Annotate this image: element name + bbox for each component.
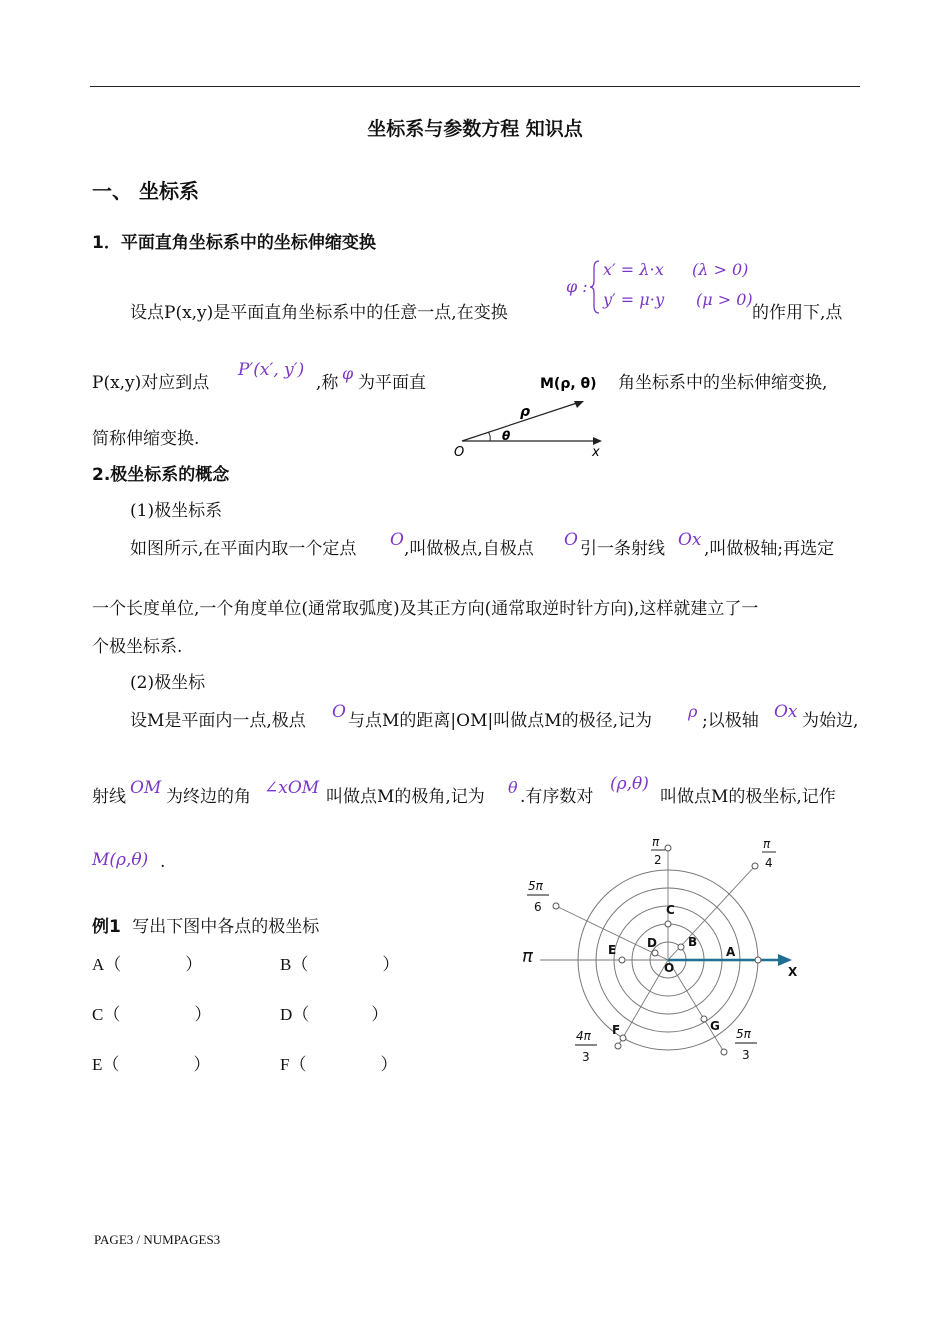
polar-rays (540, 848, 755, 1052)
symbol-o: O (564, 530, 578, 550)
paragraph-label: (2)极坐标 (130, 673, 206, 693)
polar-grid-figure (510, 828, 810, 1074)
angle-label-pi-over-4-num: π (763, 837, 771, 851)
left-brace-icon (590, 260, 600, 314)
subsection-heading-polar-concept: 2.极坐标系的概念 (92, 465, 230, 485)
section-heading-coordinate-system: 一、 坐标系 (92, 179, 199, 203)
angle-label-5pi-over-3-den: 3 (742, 1048, 750, 1062)
point-p-prime: P′(x′, y′) (238, 360, 305, 380)
point-c-label: C (666, 903, 675, 917)
angle-label-5pi-over-3-num: 5π (736, 1027, 751, 1041)
paragraph-line: 一个长度单位,一个角度单位(通常取弧度)及其正方向(通常取逆时针方向),这样就建立了一 (92, 599, 759, 619)
ray-4pi-over-3 (618, 960, 668, 1046)
ray-end-marker (752, 863, 758, 869)
example-heading (92, 912, 319, 937)
transform-row-2: y′ = μ⋅y (603, 290, 665, 309)
angle-label-pi: π (522, 946, 533, 967)
point-a-marker (755, 957, 761, 963)
period: . (160, 852, 166, 872)
paragraph-line: ;以极轴 (702, 711, 759, 731)
paragraph-line: 的作用下,点 (752, 303, 843, 323)
point-g-label: G (710, 1019, 720, 1033)
answer-item-f: F（ ） (280, 1055, 398, 1074)
angle-label-5pi-over-6-den: 6 (534, 900, 542, 914)
point-d-marker (652, 950, 658, 956)
phi-symbol: φ (342, 364, 354, 383)
symbol-ox: Ox (774, 702, 798, 722)
point-e-label: E (608, 943, 617, 957)
transform-row-1-cond: (λ > 0) (692, 260, 749, 279)
answer-item-c: C（ ） (92, 1005, 212, 1024)
page-title: 坐标系与参数方程 知识点 (367, 118, 583, 140)
paragraph-line: 为终边的角 (166, 787, 251, 807)
paragraph-label: (1)极坐标系 (130, 501, 223, 521)
paragraph-line: ,称 (316, 373, 339, 393)
paragraph-line: 与点M的距离|OM|叫做点M的极径,记为 (348, 711, 653, 731)
symbol-ox: Ox (678, 530, 702, 550)
paragraph-line: 射线 (92, 787, 126, 807)
point-g-marker (701, 1016, 707, 1022)
paragraph-line: .有序数对 (520, 787, 594, 807)
subsection-heading-stretch-transform: 1．平面直角坐标系中的坐标伸缩变换 (92, 233, 376, 253)
ray-5pi-over-3 (668, 960, 724, 1052)
paragraph-line: 如图所示,在平面内取一个定点 (130, 539, 357, 559)
symbol-o: O (390, 530, 404, 550)
example-text: 写出下图中各点的极坐标 (132, 917, 320, 937)
page-footer: PAGE3 / NUMPAGES3 (94, 1232, 221, 1247)
point-d-label: D (647, 936, 657, 950)
angle-label-pi-over-4-den: 4 (765, 856, 773, 870)
transform-phi: φ : (566, 277, 588, 296)
example-label: 例1 (92, 917, 121, 937)
figure-label-o: O (454, 445, 465, 460)
paragraph-line: 为平面直 (358, 373, 426, 393)
paragraph-line: 角坐标系中的坐标伸缩变换, (618, 373, 828, 393)
symbol-angle-xom: ∠xOM (264, 778, 320, 798)
point-b-marker (678, 944, 684, 950)
origin-label: O (664, 961, 675, 975)
transform-system (566, 258, 752, 316)
paragraph-line: 叫做点M的极坐标,记作 (660, 787, 836, 807)
paragraph-line: ,叫做极点,自极点 (404, 539, 534, 559)
point-f-label: F (612, 1023, 621, 1037)
ray-end-marker (665, 845, 671, 851)
polar-point-figure (450, 372, 610, 460)
point-e-marker (619, 957, 625, 963)
point-b-label: B (688, 935, 698, 949)
paragraph-line: 个极坐标系. (92, 637, 183, 657)
figure-label-m: M(ρ, θ) (540, 376, 597, 392)
symbol-om: OM (130, 778, 162, 798)
symbol-m-notation: M(ρ,θ) (92, 850, 149, 870)
point-a-label: A (726, 945, 736, 959)
paragraph-line: 设M是平面内一点,极点 (130, 711, 306, 731)
header-rule (90, 86, 860, 87)
ray-end-marker (615, 1043, 621, 1049)
ray-end-marker (721, 1049, 727, 1055)
figure-label-x: x (592, 445, 600, 460)
transform-row-2-cond: (μ > 0) (696, 290, 753, 309)
angle-label-4pi-over-3-den: 3 (582, 1050, 590, 1064)
point-c-marker (665, 921, 671, 927)
angle-label-4pi-over-3-num: 4π (576, 1029, 591, 1043)
symbol-theta: θ (508, 778, 518, 797)
angle-label-pi-over-2-den: 2 (654, 853, 662, 867)
paragraph-line: 叫做点M的极角,记为 (326, 787, 485, 807)
angle-label-5pi-over-6-num: 5π (528, 879, 543, 893)
point-f-marker (620, 1035, 626, 1041)
answer-item-d: D（ ） (280, 1005, 389, 1024)
symbol-pair: (ρ,θ) (610, 774, 649, 794)
answer-item-b: B（ ） (280, 955, 400, 974)
ray-end-marker (553, 903, 559, 909)
symbol-rho: ρ (688, 702, 698, 721)
paragraph-line: 设点P(x,y)是平面直角坐标系中的任意一点,在变换 (130, 303, 508, 323)
transform-row-1: x′ = λ⋅x (603, 260, 664, 279)
paragraph-line: 为始边, (802, 711, 859, 731)
paragraph-line: 简称伸缩变换. (92, 429, 200, 449)
symbol-o: O (332, 702, 346, 722)
paragraph-line: ,叫做极轴;再选定 (704, 539, 835, 559)
answer-item-a: A（ ） (92, 955, 203, 974)
axis-label-x: X (788, 965, 798, 979)
paragraph-line: 引一条射线 (580, 539, 665, 559)
figure-label-rho: ρ (520, 404, 531, 420)
figure-label-theta: θ (502, 429, 511, 443)
paragraph-line: P(x,y)对应到点 (92, 373, 210, 393)
answer-item-e: E（ ） (92, 1055, 211, 1074)
angle-label-pi-over-2-num: π (652, 835, 660, 849)
